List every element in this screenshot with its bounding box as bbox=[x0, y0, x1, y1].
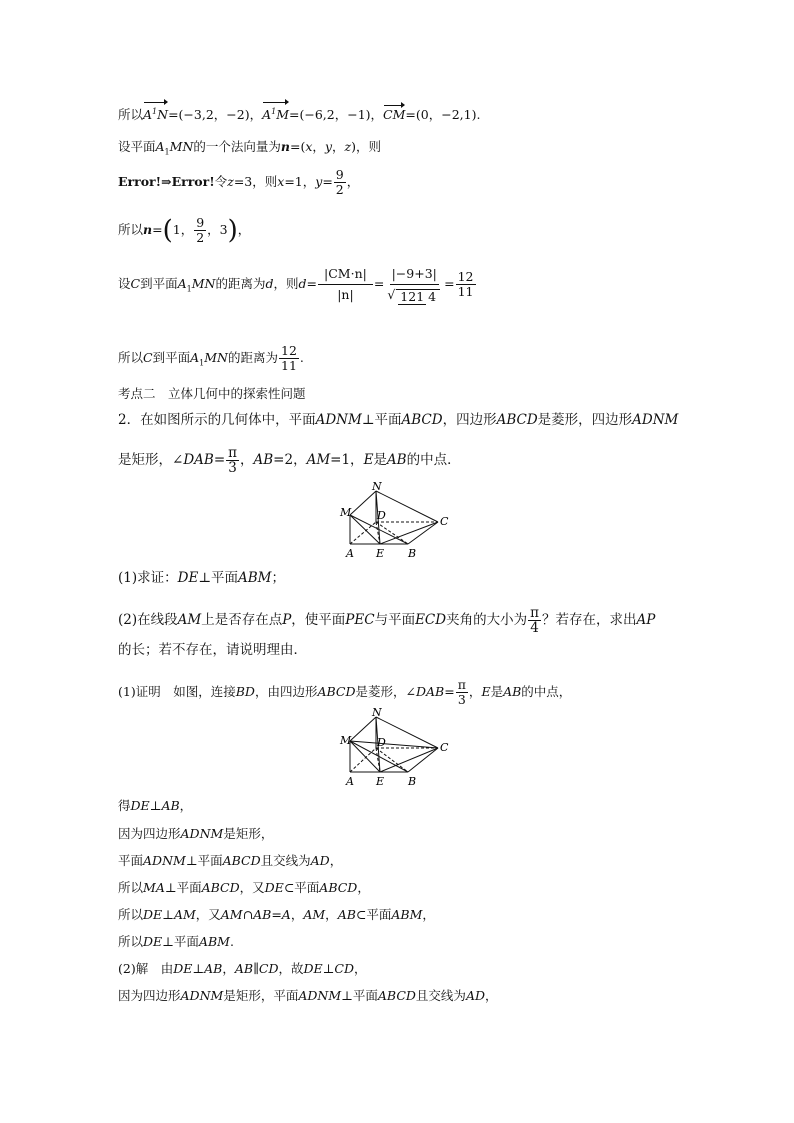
question-2-line-1: (2)在线段AM上是否存在点P，使平面PEC与平面ECD夹角的大小为 $\frac{\pi}{4}$ ？若存在，求出AP bbox=[118, 605, 656, 636]
solution-line-1: (2)解 由DE⊥AB，AB∥CD，故DE⊥CD， bbox=[118, 961, 367, 976]
label-m: M bbox=[340, 506, 352, 519]
fraction-9-2: $\frac{9}{2}$ bbox=[196, 215, 205, 245]
solve-system-line: Error!⇒Error!令z=3，则x=1，y= $\frac{9}{2}$ ， bbox=[118, 167, 360, 197]
geometry-figure-1 bbox=[336, 482, 456, 562]
problem-statement-line-1: 2．在如图所示的几何体中，平面ADNM⊥平面ABCD，四边形ABCD是菱形，四边形ADNM bbox=[118, 412, 679, 428]
fraction-9-2: $\frac{9}{2}$ bbox=[335, 167, 344, 197]
label-e: E bbox=[376, 547, 385, 560]
label-b: B bbox=[408, 775, 417, 788]
fraction-pi-3: $\frac{\pi}{3}$ bbox=[457, 677, 466, 707]
label-m: M bbox=[340, 734, 352, 747]
label-d: D bbox=[377, 509, 386, 522]
fraction-sqrt: $\frac{|-9+3|}{√ 121 4}$ bbox=[385, 264, 443, 305]
label-e: E bbox=[376, 775, 385, 788]
label-a: A bbox=[346, 547, 354, 560]
error-text: Error!⇒Error! bbox=[118, 174, 215, 189]
proof-line-6: 所以DE⊥平面ABM. bbox=[118, 934, 234, 949]
proof-intro-line: (1)证明 如图，连接BD，由四边形ABCD是菱形，∠DAB= $\frac{\pi}{3}$ ，E是AB的中点， bbox=[118, 677, 572, 707]
question-1: (1)求证：DE⊥平面ABM； bbox=[118, 570, 286, 586]
proof-line-4: 所以MA⊥平面ABCD，又DE⊂平面ABCD， bbox=[118, 880, 370, 895]
proof-line-3: 平面ADNM⊥平面ABCD且交线为AD， bbox=[118, 853, 343, 868]
label-d: D bbox=[377, 736, 386, 749]
geometry-figure-2 bbox=[336, 708, 456, 788]
normal-vector-result-line: 所以n=(1， $\frac{9}{2}$ ，3)， bbox=[118, 215, 251, 246]
vector-a1m: $A^1M$ bbox=[262, 104, 289, 123]
label-n: N bbox=[372, 708, 382, 719]
vector-coordinates-line: 所以$A^1N=(-3,2$，−2)，$A^1M=(-6,2$，−1)，CM=(0，−2,1). bbox=[118, 104, 480, 123]
vector-cm: CM bbox=[383, 107, 406, 123]
proof-line-1: 得DE⊥AB， bbox=[118, 798, 193, 813]
label-n: N bbox=[372, 482, 382, 493]
proof-line-2: 因为四边形ADNM是矩形， bbox=[118, 826, 274, 841]
distance-result-line: 所以C到平面$A_1MN$的距离为 $\frac{12}{11}$ . bbox=[118, 343, 304, 373]
label-c: C bbox=[440, 515, 449, 528]
fraction-pi-3: $\frac{\pi}{3}$ bbox=[228, 445, 237, 476]
problem-statement-line-2: 是矩形，∠DAB= $\frac{\pi}{3}$ ，AB=2，AM=1，E是AB的中点． bbox=[118, 445, 461, 476]
normal-vector-line: 设平面$A_1MN$的一个法向量为n=(x，y，z)，则 bbox=[118, 139, 381, 157]
vector-a1n: $A^1N$ bbox=[143, 104, 168, 123]
fraction-pi-4: $\frac{\pi}{4}$ bbox=[530, 605, 539, 636]
section-heading: 考点二 立体几何中的探索性问题 bbox=[118, 386, 306, 401]
fraction-cm-n: $\frac{|CM\cdot n|}{|n|}$ bbox=[318, 264, 373, 305]
label-b: B bbox=[408, 547, 417, 560]
proof-line-5: 所以DE⊥AM，又AM∩AB=A，AM，AB⊂平面ABM， bbox=[118, 907, 435, 922]
question-2-line-2: 的长；若不存在，请说明理由． bbox=[118, 642, 307, 658]
distance-formula-line: 设C到平面$A_1MN$的距离为d，则d= $\frac{|CM\cdot n|}{|n|}$ = $\frac{|-9+3|}{√ 121 4}$ = $\frac{12}{11}$ bbox=[118, 266, 474, 304]
label-a: A bbox=[346, 775, 354, 788]
fraction-12-11: $\frac{12}{11}$ bbox=[281, 343, 297, 373]
label-c: C bbox=[440, 741, 449, 754]
fraction-12-11: $\frac{12}{11}$ bbox=[457, 269, 474, 299]
solution-line-2: 因为四边形ADNM是矩形，平面ADNM⊥平面ABCD且交线为AD， bbox=[118, 988, 498, 1003]
